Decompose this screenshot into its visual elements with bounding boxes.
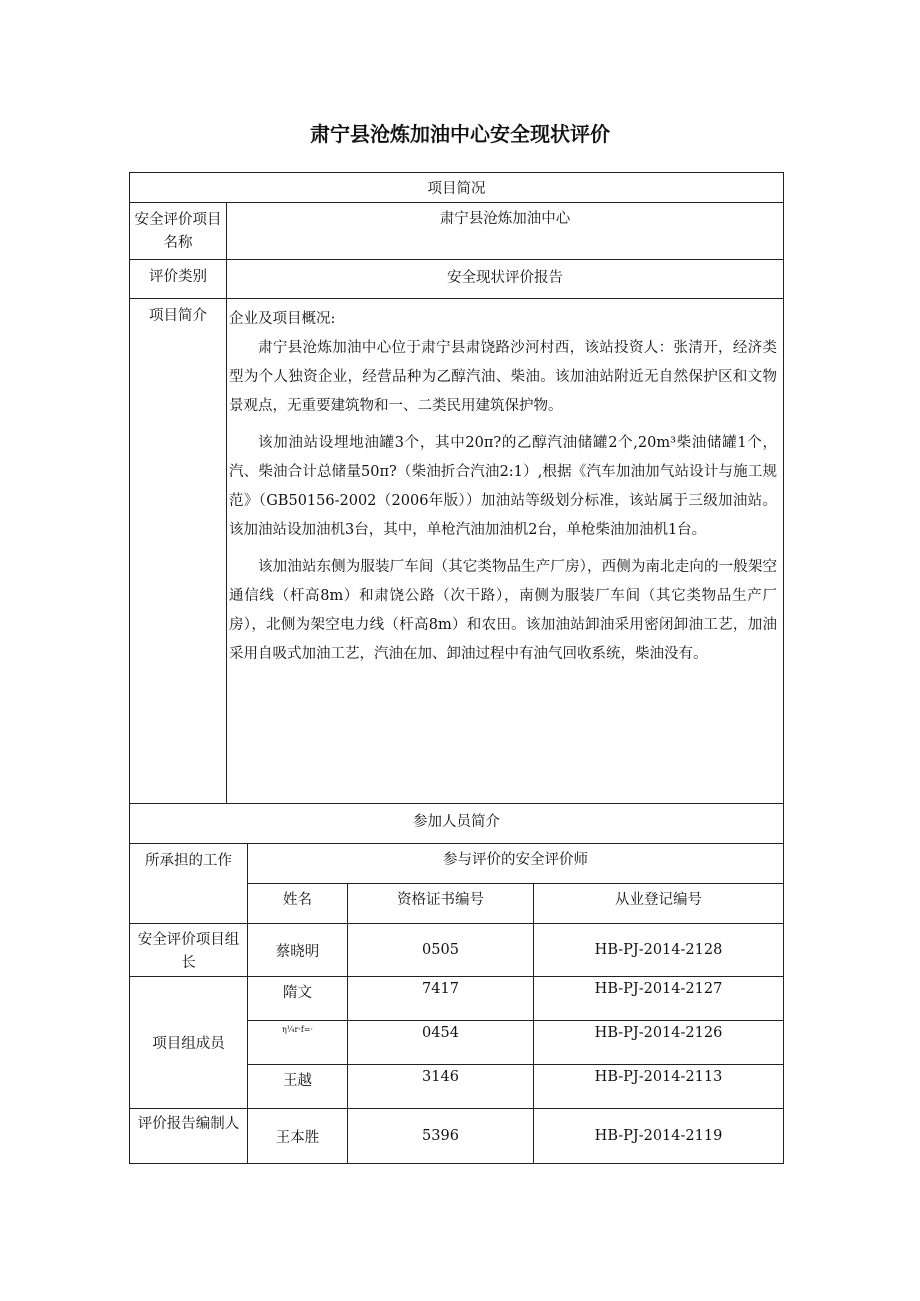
document-title: 肃宁县沧炼加油中心安全现状评价 bbox=[310, 122, 610, 146]
intro-paragraph-3: 该加油站东侧为服装厂车间（其它类物品生产厂房），西侧为南北走向的一般架空通信线（杆高8m）和肃饶公路（次干路），南侧为服装厂车间（其它类物品生产厂房），北侧为架空电力线（杆高8m）和农田。该加油站卸油采用密闭卸油工艺，加油采用自吸式加油工艺，汽油在加、卸油过程中有油气回收系统，柴油没有。 bbox=[229, 559, 777, 662]
members-role: 项目组成员 bbox=[130, 977, 248, 1109]
author-reg: HB-PJ-2014-2119 bbox=[534, 1109, 784, 1164]
personnel-header: 参加人员简介 bbox=[130, 804, 784, 844]
member-cert: 0454 bbox=[348, 1021, 534, 1065]
member-name: η¼r·f=· bbox=[248, 1021, 348, 1065]
author-cert: 5396 bbox=[348, 1109, 534, 1164]
intro-heading: 企业及项目概况: bbox=[229, 311, 336, 327]
member-reg: HB-PJ-2014-2113 bbox=[534, 1065, 784, 1109]
author-name: 王本胜 bbox=[248, 1109, 348, 1164]
role-header: 所承担的工作 bbox=[130, 844, 248, 924]
project-name-value: 肃宁县沧炼加油中心 bbox=[227, 203, 784, 260]
member-name: 王越 bbox=[248, 1065, 348, 1109]
category-label: 评价类别 bbox=[130, 260, 227, 299]
member-reg: HB-PJ-2014-2127 bbox=[534, 977, 784, 1021]
overview-header: 项目简况 bbox=[130, 173, 784, 203]
member-cert: 7417 bbox=[348, 977, 534, 1021]
column-cert: 资格证书编号 bbox=[348, 884, 534, 924]
intro-paragraph-2: 该加油站设埋地油罐3个，其中20π?的乙醇汽油储罐2个,20m³柴油储罐1个，汽、柴油合计总储量50π?（柴油折合汽油2:1）,根据《汽车加油加气站设计与施工规范》（GB50156-2002（2006年版））加油站等级划分标准，该站属于三级加油站。该加油站设加油机3台，其中，单枪汽油加油机2台，单枪柴油加油机1台。 bbox=[229, 435, 777, 538]
project-name-label: 安全评价项目名称 bbox=[130, 203, 227, 260]
category-value: 安全现状评价报告 bbox=[227, 260, 784, 299]
leader-cert: 0505 bbox=[348, 924, 534, 977]
member-reg: HB-PJ-2014-2126 bbox=[534, 1021, 784, 1065]
column-reg: 从业登记编号 bbox=[534, 884, 784, 924]
member-name: 隋文 bbox=[248, 977, 348, 1021]
evaluators-header: 参与评价的安全评价师 bbox=[248, 844, 784, 884]
personnel-table bbox=[129, 803, 784, 1164]
author-role: 评价报告编制人 bbox=[130, 1109, 248, 1164]
leader-name: 蔡晓明 bbox=[248, 924, 348, 977]
project-overview-table bbox=[129, 172, 784, 804]
leader-reg: HB-PJ-2014-2128 bbox=[534, 924, 784, 977]
column-name: 姓名 bbox=[248, 884, 348, 924]
intro-content bbox=[227, 299, 784, 804]
leader-role: 安全评价项目组长 bbox=[130, 924, 248, 977]
intro-label: 项目简介 bbox=[130, 299, 227, 804]
intro-paragraph-1: 肃宁县沧炼加油中心位于肃宁县肃饶路沙河村西，该站投资人：张清开，经济类型为个人独资企业，经营品种为乙醇汽油、柴油。该加油站附近无自然保护区和文物景观点，无重要建筑物和一、二类民用建筑保护物。 bbox=[229, 340, 777, 414]
member-cert: 3146 bbox=[348, 1065, 534, 1109]
